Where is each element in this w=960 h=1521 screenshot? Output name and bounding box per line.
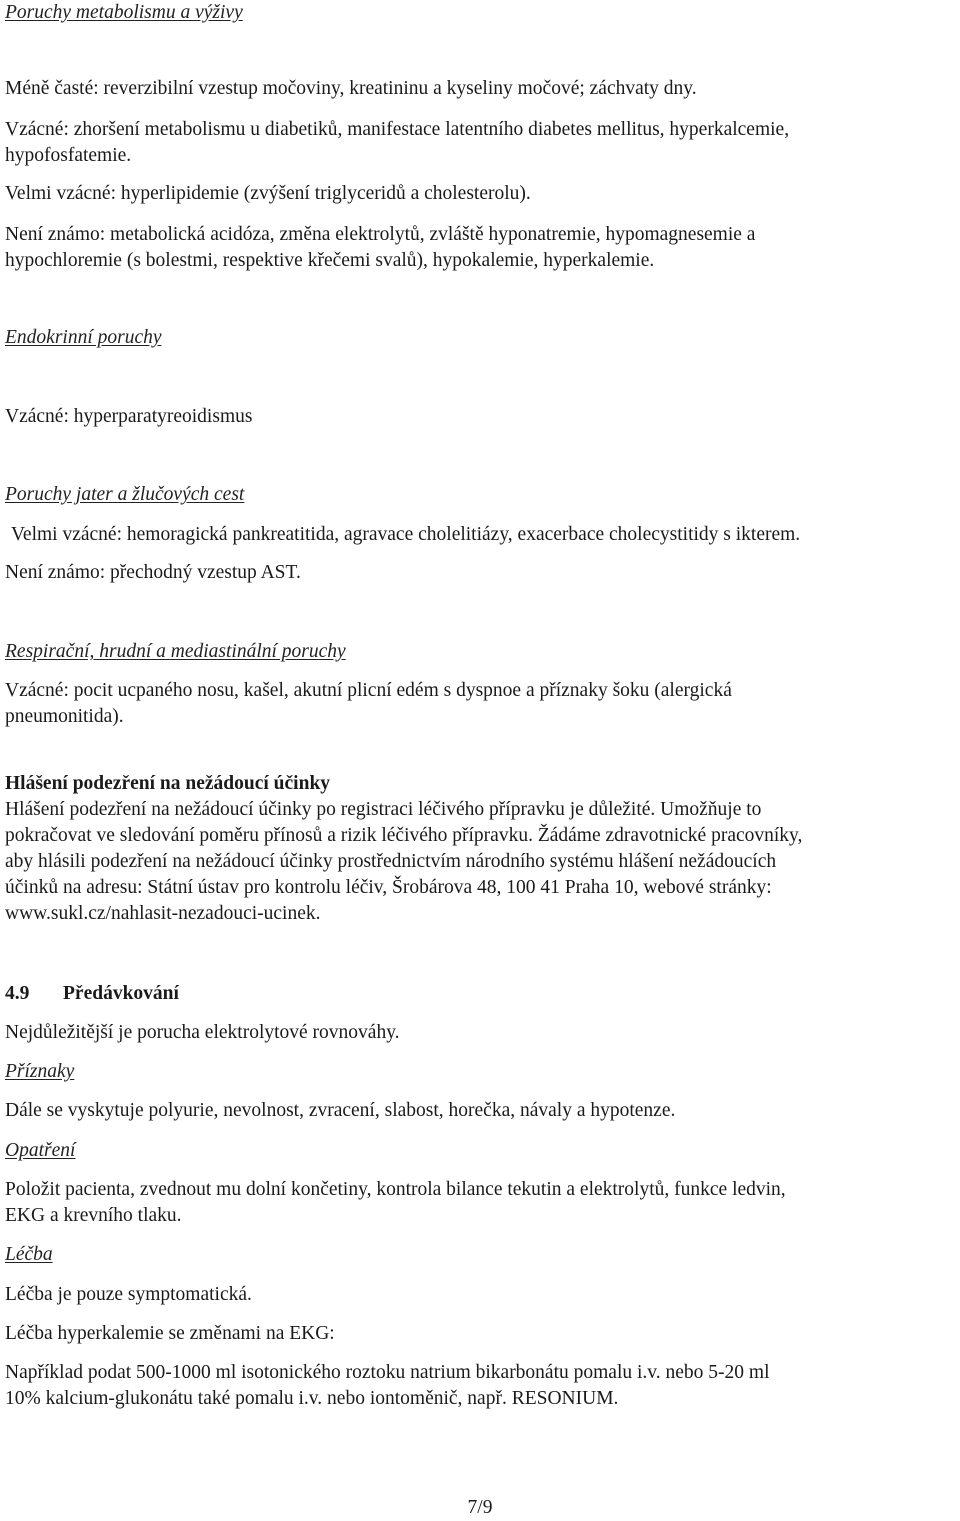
paragraph-overdose-intro: Nejdůležitější je porucha elektrolytové rovnováhy. — [5, 1022, 400, 1043]
paragraph-measures-line2: EKG a krevního tlaku. — [5, 1205, 182, 1226]
heading-respiratory: Respirační, hrudní a mediastinální poruchy — [5, 641, 346, 662]
paragraph-respiratory-line1: Vzácné: pocit ucpaného nosu, kašel, akutní plicní edém s dyspnoe a příznaky šoku (alergická — [5, 680, 732, 701]
paragraph-liver-very-rare: Velmi vzácné: hemoragická pankreatitida, agravace cholelitiázy, exacerbace cholecystitidy s ikterem. — [11, 524, 801, 545]
paragraph-rare-line2: hypofosfatemie. — [5, 145, 132, 166]
paragraph-unknown-line2: hypochloremie (s bolestmi, respektive křečemi svalů), hypokalemie, hyperkalemie. — [5, 250, 655, 271]
section-title: Předávkování — [63, 983, 179, 1004]
reporting-line1: Hlášení podezření na nežádoucí účinky po registraci léčivého přípravku je důležité. Umožňuje to — [5, 799, 762, 820]
heading-metabolism: Poruchy metabolismu a výživy — [5, 2, 243, 23]
paragraph-unknown-line1: Není známo: metabolická acidóza, změna elektrolytů, zvláště hyponatremie, hypomagnesemie a — [5, 224, 756, 245]
paragraph-treatment-dose-line2: 10% kalcium-glukonátu také pomalu i.v. nebo iontoměnič, např. RESONIUM. — [5, 1388, 619, 1409]
paragraph-treatment-symptomatic: Léčba je pouze symptomatická. — [5, 1284, 252, 1305]
heading-symptoms: Příznaky — [5, 1061, 75, 1082]
heading-reporting: Hlášení podezření na nežádoucí účinky — [5, 773, 331, 794]
heading-liver: Poruchy jater a žlučových cest — [5, 484, 245, 505]
heading-measures: Opatření — [5, 1140, 76, 1161]
paragraph-less-common: Méně časté: reverzibilní vzestup močoviny, kreatininu a kyseliny močové; záchvaty dny. — [5, 78, 697, 99]
paragraph-symptoms: Dále se vyskytuje polyurie, nevolnost, zvracení, slabost, horečka, návaly a hypotenze. — [5, 1100, 676, 1121]
reporting-line5-url: www.sukl.cz/nahlasit-nezadouci-ucinek. — [5, 903, 321, 924]
paragraph-rare-line1: Vzácné: zhoršení metabolismu u diabetiků, manifestace latentního diabetes mellitus, hyperkalcemie, — [5, 119, 790, 140]
paragraph-measures-line1: Položit pacienta, zvednout mu dolní končetiny, kontrola bilance tekutin a elektrolytů, funkce ledvin, — [5, 1179, 786, 1200]
paragraph-very-rare: Velmi vzácné: hyperlipidemie (zvýšení triglyceridů a cholesterolu). — [5, 183, 531, 204]
reporting-line2: pokračovat ve sledování poměru přínosů a rizik léčivého přípravku. Žádáme zdravotnické pracovníky, — [5, 825, 803, 846]
heading-endocrine: Endokrinní poruchy — [5, 327, 162, 348]
section-title-overdose — [5, 981, 956, 1007]
page-number: 7/9 — [467, 1497, 493, 1518]
paragraph-treatment-dose-line1: Například podat 500-1000 ml isotonického roztoku natrium bikarbonátu pomalu i.v. nebo 5-20 ml — [5, 1362, 770, 1383]
heading-treatment: Léčba — [5, 1244, 53, 1265]
paragraph-treatment-hyperkalemia: Léčba hyperkalemie se změnami na EKG: — [5, 1323, 335, 1344]
reporting-line3: aby hlásili podezření na nežádoucí účinky prostřednictvím národního systému hlášení nežádoucích — [5, 851, 777, 872]
paragraph-liver-unknown: Není známo: přechodný vzestup AST. — [5, 562, 301, 583]
paragraph-endocrine-rare: Vzácné: hyperparatyreoidismus — [5, 406, 253, 427]
reporting-line4: účinků na adresu: Státní ústav pro kontrolu léčiv, Šrobárova 48, 100 41 Praha 10, webové stránky: — [5, 877, 772, 898]
paragraph-respiratory-line2: pneumonitida). — [5, 706, 124, 727]
section-number: 4.9 — [5, 983, 30, 1004]
